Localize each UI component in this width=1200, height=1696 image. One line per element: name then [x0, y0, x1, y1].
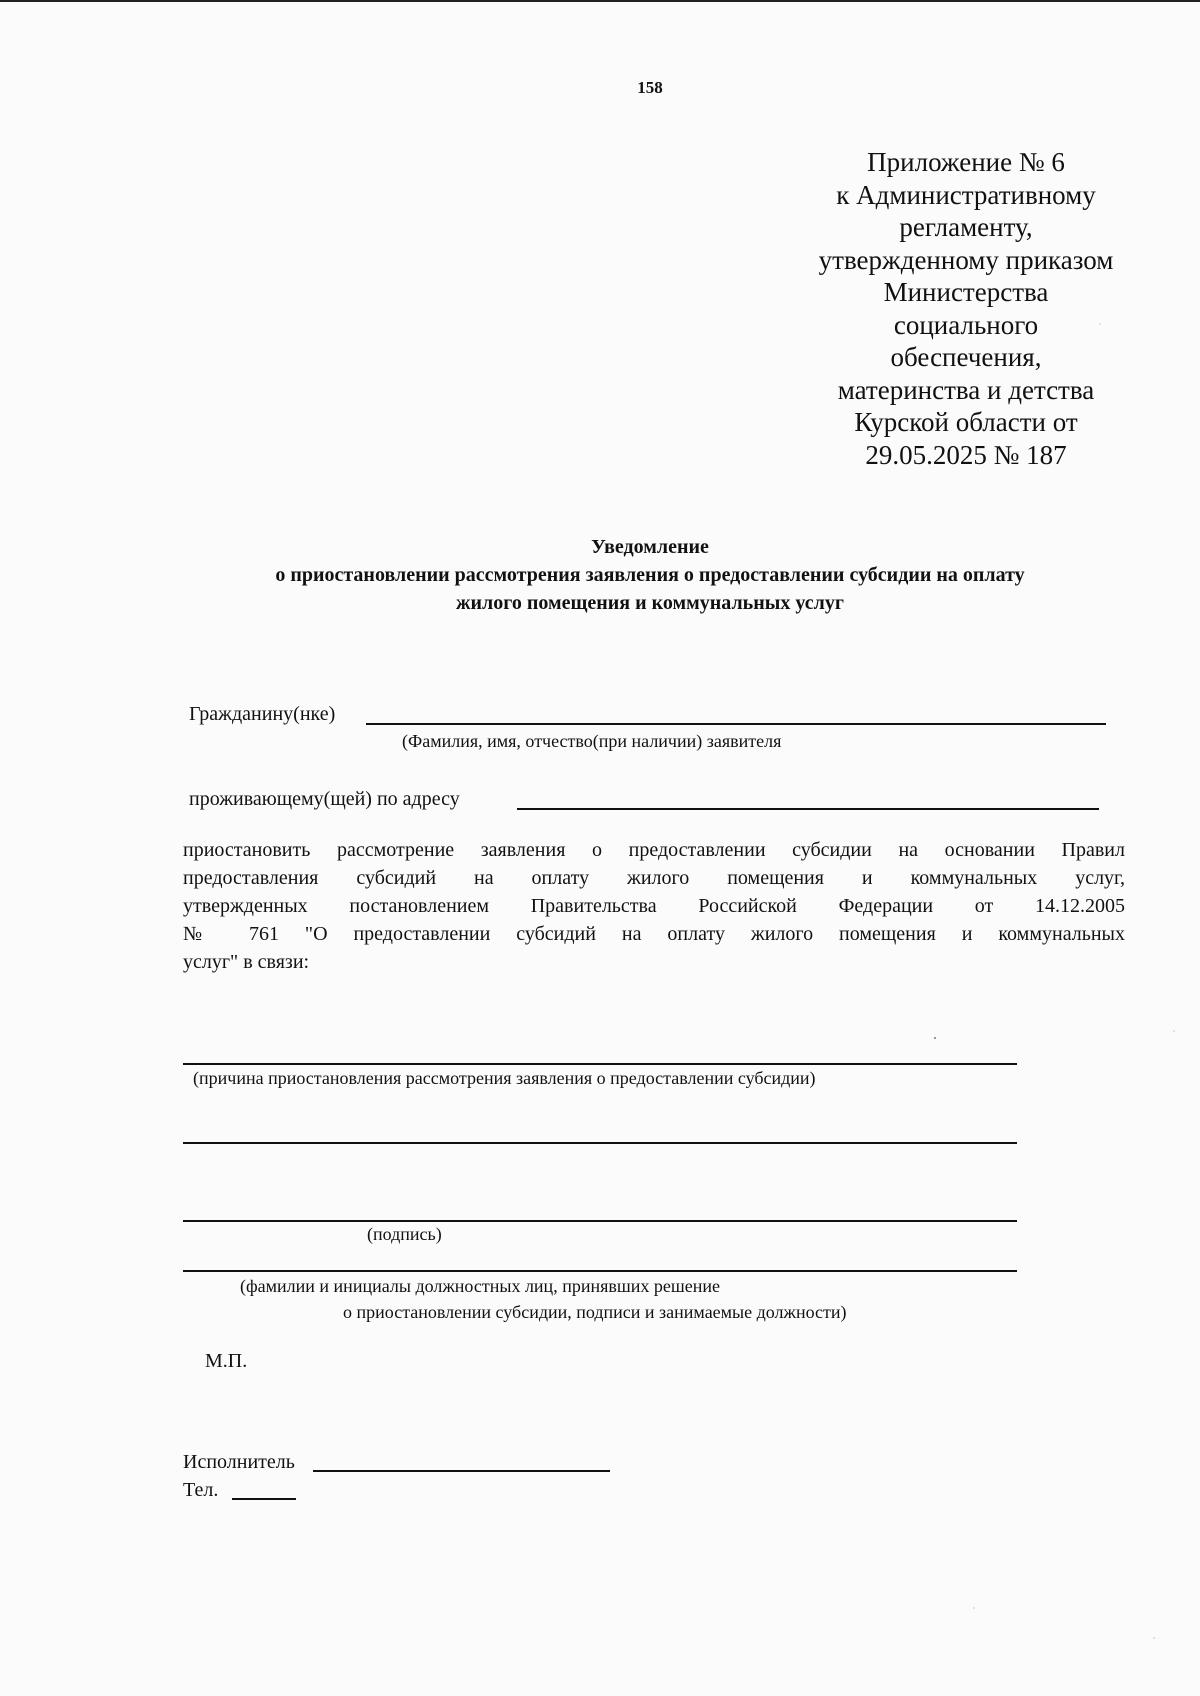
appendix-line: 29.05.2025 № 187	[865, 439, 1067, 470]
appendix-line: Курской области от	[854, 407, 1078, 437]
reason-caption: (причина приостановления рассмотрения заявления о предоставлении субсидии)	[193, 1068, 816, 1088]
signature-caption: (подпись)	[367, 1224, 442, 1244]
address-field[interactable]	[517, 808, 1099, 810]
body-line: № 761 "О предоставлении субсидий на оплату жилого помещения и коммунальных	[183, 923, 1125, 945]
phone-field[interactable]	[232, 1498, 296, 1500]
notice-subtitle-line-1: о приостановлении рассмотрения заявления о предоставлении субсидии на оплату	[275, 564, 1025, 586]
body-line: приостановить рассмотрение заявления о предоставлении субсидии на основании Правил	[183, 839, 1125, 861]
officials-caption-line-1: (фамилии и инициалы должностных лиц, принявших решение	[240, 1276, 720, 1296]
phone-label: Тел.	[183, 1479, 219, 1501]
appendix-line: Приложение № 6	[867, 147, 1065, 177]
seal-placeholder: М.П.	[205, 1350, 248, 1372]
officials-caption-line-2: о приостановлении субсидии, подписи и занимаемые должности)	[343, 1302, 847, 1322]
appendix-line: к Административному	[836, 179, 1096, 210]
citizen-label: Гражданину(нке)	[189, 703, 336, 725]
appendix-line: Министерства	[883, 277, 1049, 307]
address-label: проживающему(щей) по адресу	[189, 788, 460, 810]
executor-field[interactable]	[313, 1470, 610, 1472]
notice-heading: Уведомление	[591, 536, 709, 558]
appendix-line: утвержденному приказом	[818, 244, 1114, 275]
citizen-caption: (Фамилия, имя, отчество(при наличии) заявителя	[402, 731, 782, 751]
scan-speck	[1153, 1637, 1155, 1639]
notice-subtitle-line-2: жилого помещения и коммунальных услуг	[456, 592, 844, 614]
body-line: предоставления субсидий на оплату жилого помещения и коммунальных услуг,	[183, 867, 1125, 889]
scan-speck	[1173, 1030, 1175, 1032]
body-line: услуг" в связи:	[183, 951, 310, 973]
appendix-line: социального	[893, 309, 1039, 340]
officials-field[interactable]	[183, 1270, 1017, 1272]
notice-title	[170, 533, 1130, 617]
signature-field[interactable]	[183, 1220, 1017, 1222]
executor-label: Исполнитель	[183, 1451, 295, 1473]
scan-speck	[973, 1607, 975, 1609]
scan-speck	[1099, 323, 1101, 325]
appendix-line: материнства и детства	[837, 374, 1095, 405]
scan-top-edge	[0, 0, 1200, 2]
page-number: 158	[637, 78, 663, 97]
appendix-line: регламенту,	[899, 212, 1033, 242]
appendix-header	[806, 146, 1126, 471]
body-line: утвержденных постановлением Правительства Российской Федерации от 14.12.2005	[183, 895, 1125, 917]
notice-body	[183, 836, 1125, 976]
reason-continuation-field[interactable]	[183, 1142, 1017, 1144]
appendix-line: обеспечения,	[890, 342, 1042, 372]
citizen-name-field[interactable]	[366, 723, 1106, 725]
scan-speck	[934, 1037, 936, 1039]
reason-field[interactable]	[183, 1063, 1017, 1065]
